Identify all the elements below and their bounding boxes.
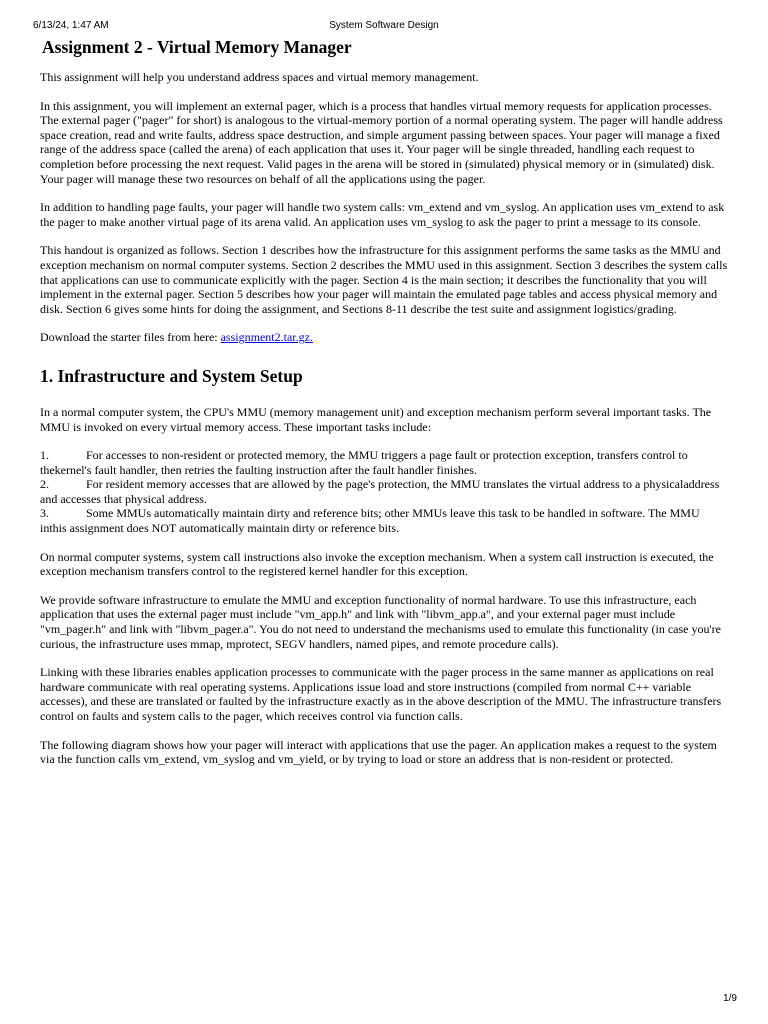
section1-heading: 1. Infrastructure and System Setup <box>40 365 303 386</box>
list-item-number: 3. <box>40 506 49 521</box>
list-item <box>40 506 728 535</box>
syscall-exception-paragraph: On normal computer systems, system call instructions also invoke the exception mechanism. When a system call instruction is executed, the exception mechanism transfers control to the registered kernel handler for this exception. <box>40 549 714 579</box>
starter-files-link[interactable]: assignment2.tar.gz. <box>220 330 313 345</box>
list-item-text: Some MMUs automatically maintain dirty and reference bits; other MMUs leave this task to be handled in software. The MMU inthis assignment does NOT automatically maintain dirty or reference bits. <box>40 506 700 536</box>
list-item <box>40 477 728 506</box>
linking-paragraph: Linking with these libraries enables application processes to communicate with the pager process in the same manner as applications on real hardware communicate with real operating systems. Applications issue load and store instructions (compiled from normal C++ variable accesses), and these are translated or faulted by the infrastructure exactly as in the above description of the MMU. The infrastructure transfers control on faults and system calls to the pager, which receives control via function calls. <box>40 665 722 723</box>
download-paragraph <box>40 330 728 345</box>
mmu-task-list <box>40 448 728 536</box>
print-datetime: 6/13/24, 1:47 AM <box>33 20 109 31</box>
diagram-intro-paragraph: The following diagram shows how your pager will interact with applications that use the pager. An application makes a request to the system via the function calls vm_extend, vm_syslog and vm_yield, or by trying to load or store an address that is non-resident or protected. <box>40 737 717 767</box>
page-number: 1/9 <box>723 993 737 1004</box>
list-item-text: For accesses to non-resident or protected memory, the MMU triggers a page fault or protection exception, transfers control to thekernel's fault handler, then retries the faulting instruction after the fault handler finishes. <box>40 448 688 477</box>
page-title: Assignment 2 - Virtual Memory Manager <box>42 37 352 57</box>
list-item-number: 2. <box>40 477 49 492</box>
section1-intro-paragraph: In a normal computer system, the CPU's MMU (memory management unit) and exception mechanism perform several important tasks. The MMU is invoked on every virtual memory access. These important tasks include: <box>40 404 712 434</box>
download-text: Download the starter files from here: <box>40 330 221 345</box>
list-item <box>40 448 728 477</box>
intro-paragraph: This assignment will help you understand address spaces and virtual memory management. <box>40 70 479 84</box>
print-doc-title: System Software Design <box>329 20 439 31</box>
list-item-number: 1. <box>40 448 49 463</box>
infrastructure-paragraph: We provide software infrastructure to emulate the MMU and exception functionality of normal hardware. To use this infrastructure, each application that uses the external pager must include "vm_app.h" and link with "libvm_app.a", and your external pager must include "vm_pager.h" and link with "libvm_pager.a". You do not need to understand the mechanisms used to emulate this functionality (in case you're curious, the infrastructure uses mmap, mprotect, SEGV handlers, named pipes, and remote procedure calls). <box>40 592 721 651</box>
organization-paragraph: This handout is organized as follows. Section 1 describes how the infrastructure for this assignment performs the same tasks as the MMU and exception mechanism on normal computer systems. Section 2 describes the MMU used in this assignment. Section 3 describes the system calls that applications can use to communicate explicitly with the pager. Section 4 is the main section; it describes the functionality that you will implement in the external pager. Section 5 describes how your pager will maintain the emulated page tables and access physical memory and disk. Section 6 gives some hints for doing the assignment, and Sections 8-11 describe the test suite and assignment logistics/grading. <box>40 243 728 316</box>
document-body <box>40 36 728 781</box>
list-item-text: For resident memory accesses that are allowed by the page's protection, the MMU translates the virtual address to a physicaladdress and accesses that physical address. <box>40 477 720 506</box>
syscalls-paragraph: In addition to handling page faults, your pager will handle two system calls: vm_extend and vm_syslog. An application uses vm_extend to ask the pager to make another virtual page of its arena valid. An application uses vm_syslog to ask the pager to print a message to its console. <box>40 200 725 229</box>
overview-paragraph: In this assignment, you will implement an external pager, which is a process that handles virtual memory requests for application processes. The external pager ("pager" for short) is analogous to the virtual-memory portion of a normal operating system. The pager will handle address space creation, read and write faults, address space destruction, and simple argument passing between spaces. Your pager will manage a fixed range of the address space (called the arena) of each application that uses it. Your pager will be single threaded, handling each request to completion before processing the next request. Valid pages in the arena will be stored in (simulated) physical memory or in (simulated) disk. Your pager will manage these two resources on behalf of all the applications using the pager. <box>40 98 723 186</box>
